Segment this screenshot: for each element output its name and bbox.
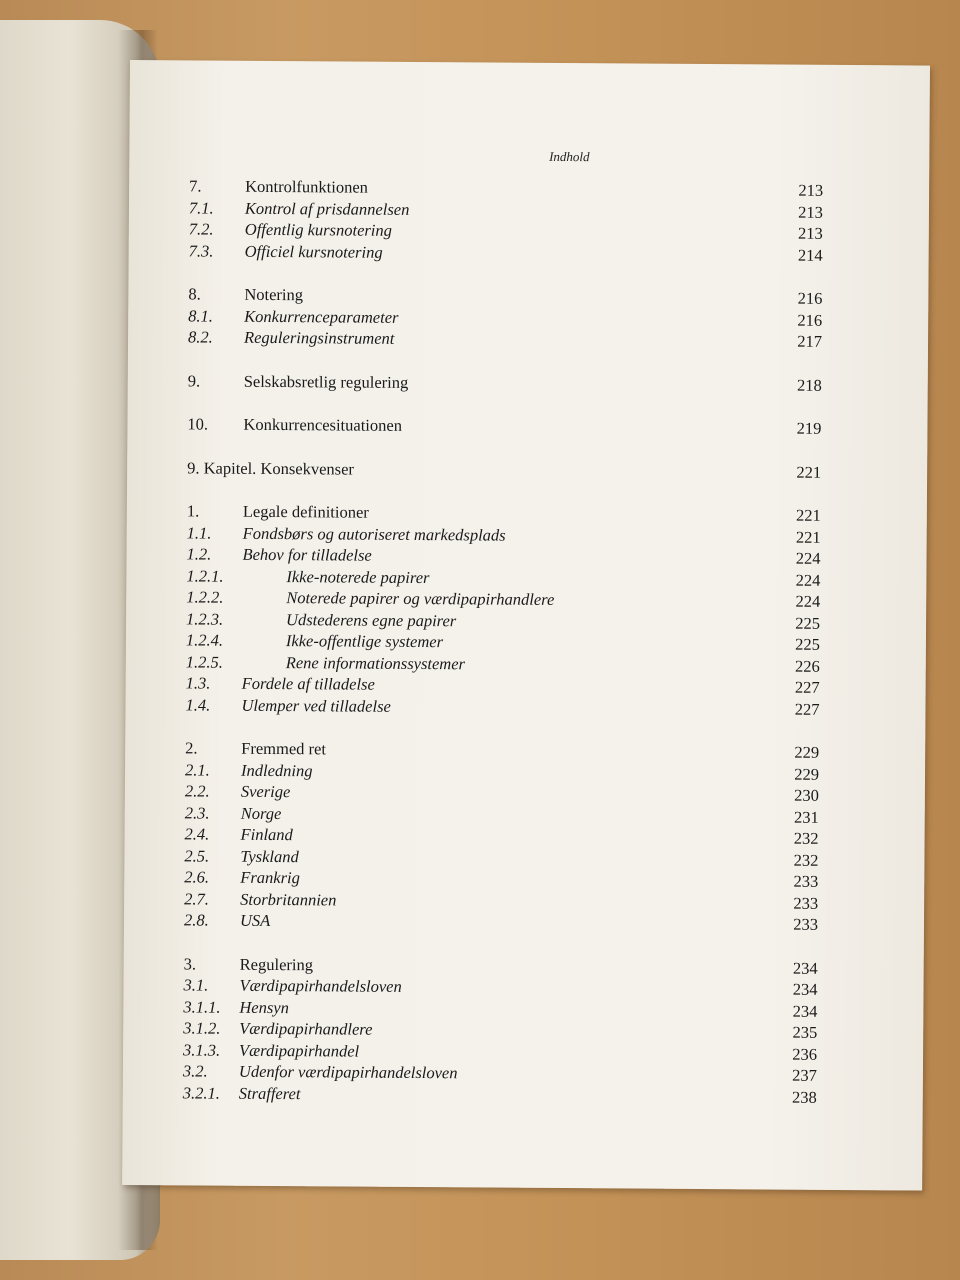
toc-entry-page: 229 [794, 764, 820, 784]
toc-entry-number: 1.2. [186, 544, 212, 564]
toc-entry-page: 224 [795, 548, 821, 568]
page-header: Indhold [549, 148, 590, 165]
table-of-contents [182, 176, 824, 1108]
toc-entry-page: 226 [794, 656, 820, 676]
toc-entry-title: Offentlig kursnotering [244, 219, 393, 240]
toc-entry [188, 240, 823, 267]
toc-entry-number: 8.2. [188, 327, 213, 347]
toc-entry-page: 233 [793, 914, 819, 934]
toc-entry-page: 213 [797, 223, 823, 243]
toc-entry-number: 3.1.2. [183, 1018, 221, 1038]
toc-entry-number: 1.2.2. [186, 587, 224, 607]
toc-entry-page: 227 [794, 677, 820, 697]
toc-entry-title: Konkurrenceparameter [244, 306, 399, 327]
toc-entry-title: Ikke-noterede papirer [286, 566, 430, 587]
toc-entry-title: Kontrol af prisdannelsen [244, 198, 410, 219]
toc-entry-title: Kontrolfunktionen [245, 176, 369, 197]
toc-entry-title: Finland [240, 824, 293, 845]
toc-entry-title: Noterede papirer og værdipapirhandlere [286, 588, 555, 609]
toc-entry-number: 2. [185, 738, 198, 758]
toc-entry-page: 213 [798, 180, 824, 200]
toc-entry-number: 2.1. [184, 759, 210, 780]
toc-entry-title: Notering [244, 284, 304, 305]
toc-entry-page: 221 [796, 505, 821, 525]
toc-entry-page: 219 [796, 418, 822, 438]
toc-entry-number: 1.2.5. [185, 651, 223, 672]
toc-entry-number: 1.2.3. [186, 608, 224, 629]
toc-entry-number: 7. [189, 176, 202, 196]
toc-entry-page: 217 [797, 331, 823, 351]
toc-entry-page: 214 [797, 245, 823, 265]
toc-entry-number: 2.4. [184, 824, 210, 844]
toc-entry-number: 7.1. [188, 197, 214, 218]
toc-entry-number: 8. [188, 284, 201, 304]
toc-entry [187, 370, 822, 397]
toc-entry-number: 2.6. [184, 867, 210, 887]
toc-entry [187, 457, 822, 484]
toc-entry-title: Fondsbørs og autoriseret markedsplads [242, 523, 506, 545]
toc-entry-title: Ulemper ved tilladelse [241, 695, 391, 716]
toc-entry-number: 9. Kapitel. Konsekvenser [187, 457, 355, 479]
toc-entry-title: Officiel kursnotering [244, 241, 383, 262]
toc-entry-number: 3.1. [183, 975, 209, 995]
toc-entry-title: Fordele af tilladelse [241, 673, 375, 694]
toc-entry-page: 233 [793, 893, 819, 913]
toc-entry-title: Legale definitioner [242, 501, 369, 522]
toc-entry-title: USA [239, 910, 271, 930]
toc-entry-page: 224 [795, 591, 821, 611]
toc-entry-title: Reguleringsinstrument [244, 327, 395, 348]
toc-entry [187, 414, 822, 440]
toc-entry-number: 1.1. [186, 522, 212, 543]
toc-entry-page: 235 [792, 1022, 818, 1042]
toc-entry-number: 3.2. [182, 1061, 208, 1081]
toc-entry-number: 1.3. [185, 673, 211, 693]
toc-entry-number: 1.2.1. [186, 565, 224, 586]
toc-entry-title: Værdipapirhandelsloven [239, 975, 402, 996]
toc-entry-title: Sverige [240, 781, 291, 802]
toc-entry-title: Selskabsretlig regulering [243, 371, 409, 392]
toc-entry-page: 234 [792, 979, 818, 999]
toc-entry-title: Udstederens egne papirer [286, 609, 457, 630]
toc-entry-title: Frankrig [240, 867, 300, 888]
toc-entry-number: 2.2. [184, 781, 210, 801]
toc-entry-title: Rene informationssystemer [285, 652, 466, 673]
toc-entry-page: 225 [795, 634, 821, 654]
toc-entry-page: 216 [797, 310, 823, 330]
toc-entry-number: 1.2.4. [185, 630, 224, 650]
toc-entry-title: Indledning [240, 760, 313, 780]
toc-entry-number: 10. [187, 414, 209, 434]
toc-entry-page: 221 [796, 462, 822, 482]
toc-entry-number: 3.1.1. [183, 996, 221, 1017]
toc-entry-title: Fremmed ret [241, 738, 327, 759]
right-page [122, 60, 930, 1191]
toc-entry-title: Udenfor værdipapirhandelsloven [238, 1061, 458, 1083]
toc-entry-page: 218 [796, 375, 822, 395]
toc-entry-number: 3.1.3. [183, 1039, 221, 1060]
toc-entry [185, 694, 820, 721]
toc-entry-title: Storbritannien [240, 889, 337, 909]
toc-entry-page: 225 [795, 613, 821, 633]
toc-entry-number: 2.5. [184, 845, 210, 866]
toc-entry-number: 2.3. [184, 802, 210, 823]
toc-entry [182, 1082, 817, 1109]
toc-entry-number: 1. [186, 501, 200, 521]
toc-entry-page: 232 [793, 828, 819, 848]
toc-entry-title: Hensyn [239, 997, 289, 1017]
toc-entry-title: Strafferet [238, 1083, 301, 1103]
toc-entry-number: 3.2.1. [182, 1082, 220, 1103]
toc-entry-number: 9. [187, 370, 201, 390]
toc-entry-number: 7.2. [188, 219, 214, 239]
toc-entry-number: 2.7. [184, 888, 209, 909]
toc-entry-page: 224 [795, 570, 821, 590]
toc-entry-page: 234 [792, 958, 818, 978]
toc-entry-number: 7.3. [188, 240, 214, 261]
toc-entry-page: 234 [792, 1001, 818, 1021]
toc-entry-title: Ikke-offentlige systemer [285, 631, 444, 652]
toc-entry-title: Konkurrencesituationen [243, 414, 403, 435]
toc-entry-title: Norge [240, 803, 282, 823]
toc-entry-number: 3. [183, 953, 197, 973]
toc-entry-title: Tyskland [240, 846, 299, 866]
toc-entry-title: Regulering [239, 954, 314, 974]
toc-entry-page: 231 [793, 807, 819, 827]
toc-entry [188, 327, 823, 353]
toc-entry-number: 1.4. [185, 694, 211, 715]
toc-entry-page: 233 [793, 871, 819, 891]
toc-entry-title: Værdipapirhandel [239, 1040, 360, 1061]
toc-entry-page: 221 [795, 527, 821, 547]
toc-entry-title: Værdipapirhandlere [239, 1018, 373, 1039]
toc-entry-page: 227 [794, 699, 820, 719]
toc-entry-page: 232 [793, 850, 819, 870]
toc-entry [183, 910, 819, 936]
toc-entry-page: 213 [798, 202, 824, 222]
toc-entry-number: 8.1. [188, 305, 214, 326]
toc-entry-page: 229 [794, 742, 820, 762]
toc-entry-title: Behov for tilladelse [242, 544, 372, 565]
toc-entry-page: 216 [797, 288, 823, 308]
toc-entry-page: 237 [792, 1065, 817, 1085]
toc-entry-page: 236 [792, 1044, 818, 1064]
toc-entry-page: 230 [794, 785, 819, 805]
toc-entry-number: 2.8. [183, 910, 209, 930]
toc-entry-page: 238 [791, 1087, 817, 1107]
